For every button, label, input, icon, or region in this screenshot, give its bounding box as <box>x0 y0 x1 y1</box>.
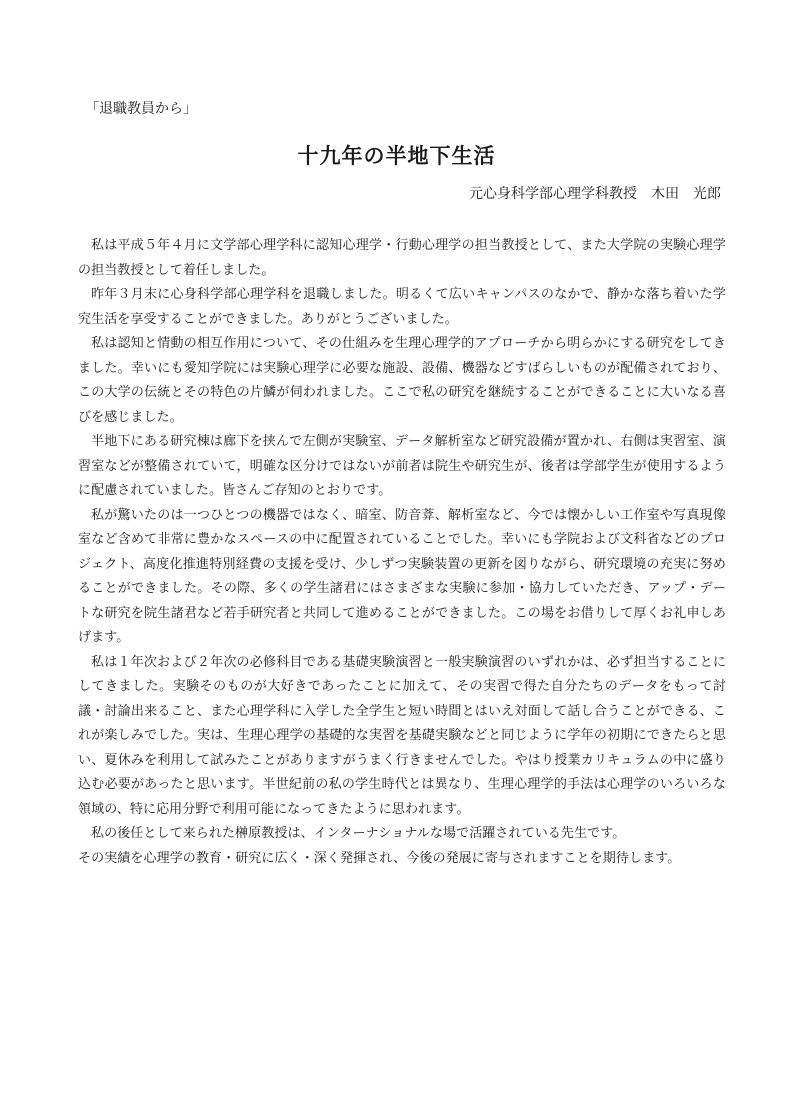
article-body <box>78 234 726 871</box>
paragraph: 私は認知と情動の相互作用について、その仕組みを生理心理学的アプローチから明らかにする研究をしてきました。幸いにも愛知学院には実験心理学に必要な施設、設備、機器などすばらしいものが配備されており、この大学の伝統とその特色の片鱗が伺われました。ここで私の研究を継続することができることに大いなる喜びを感じました。 <box>78 336 726 425</box>
page-title: 十九年の半地下生活 <box>297 144 496 168</box>
paragraph: 私は１年次および２年次の必修科目である基礎実験演習と一般実験演習のいずれかは、必ず担当することにしてきました。実験そのものが大好きであったことに加えて、その実習で得た自分たちのデータをもって討議・討論出来ること、また心理学科に入学した全学生と短い時間とはいえ対面して話し合うことができる、これが楽しみでした。実は、生理心理学の基礎的な実習を基礎実験などと同じように学年の初期にできたらと思い、夏休みを利用して試みたことがありますがうまく行きませんでした。やはり授業カリキュラムの中に盛り込む必要があったと思います。半世紀前の私の学生時代とは異なり、生理心理学的手法は心理学のいろいろな領域の、特に応用分野で利用可能になってきたように思われます。 <box>78 654 726 817</box>
paragraph: 私が驚いたのは一つひとつの機器ではなく、暗室、防音葊、解析室など、今では懐かしい工作室や写真現像室など含めて非常に豊かなスペースの中に配置されていることでした。幸いにも学院および文科省などのプロジェクト、高度化推進特別経費の支援を受け、少しずつ実験装置の更新を図りながら、研究環境の充実に努めることができました。その際、多くの学生諸君にはさまざまな実験に参加・協力していただき、アップ・デートな研究を院生諸君など若手研究者と共同して進めることができました。この場をお借りして厚くお礼申しあげます。 <box>78 507 726 645</box>
author-line: 元心身科学部心理学科教授 木田 光郎 <box>469 186 721 202</box>
paragraph: その実績を心理学の教育・研究に広く・深く発揮され、今後の発展に寄与されますことを期待します。 <box>78 850 681 866</box>
series-label: 「退職教員から」 <box>85 101 197 117</box>
paragraph: 昨年３月末に心身科学部心理学科を退職しました。明るくて広いキャンパスのなかで、静かな落ち着いた学究生活を享受することができました。ありがとうございました。 <box>78 287 726 327</box>
paragraph: 半地下にある研究棟は廊下を挟んで左側が実験室、データ解析室など研究設備が置かれ、右側は実習室、演習室などが整備されていて，明確な区分けではないが前者は院生や研究生が、後者は学部学生が使用するように配慮されていました。皆さんご存知のとおりです。 <box>78 434 726 498</box>
paragraph: 私の後任として来られた榊原教授は、インターナショナルな場で活躍されている先生です。 <box>91 826 626 841</box>
paragraph: 私は平成５年４月に文学部心理学科に認知心理学・行動心理学の担当教授として、また大学院の実験心理学の担当教授として着任しました。 <box>78 238 726 278</box>
